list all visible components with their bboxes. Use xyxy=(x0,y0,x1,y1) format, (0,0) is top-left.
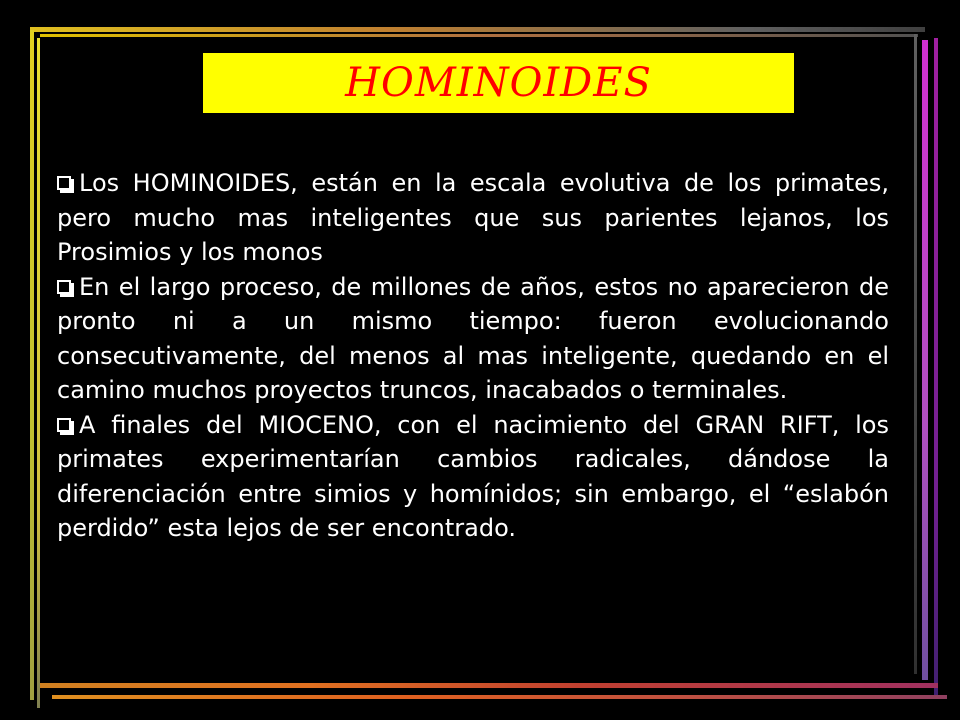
paragraph-text: A finales del MIOCENO, con el nacimiento del GRAN RIFT, los primates experimentarían cambios radicales, dándose la diferenciación entre simios y homínidos; sin embargo, el “eslabón perdido” esta lejos de ser encontrado. xyxy=(57,410,889,542)
title-banner xyxy=(203,53,794,113)
decorative-left-stripe-inner xyxy=(37,38,40,708)
slide-body xyxy=(57,166,889,546)
hollow-square-bullet-icon xyxy=(57,418,71,432)
decorative-left-stripe xyxy=(30,30,34,700)
decorative-top-stripe-inner xyxy=(40,34,918,37)
hollow-square-bullet-icon xyxy=(57,176,71,190)
decorative-right-stripe xyxy=(922,40,928,680)
decorative-bottom-stripe-outer xyxy=(52,695,947,699)
paragraph-text: Los HOMINOIDES, están en la escala evolutiva de los primates, pero mucho mas inteligentes que sus parientes lejanos, los Prosimios y los monos xyxy=(57,169,889,266)
bullet-paragraph-2 xyxy=(57,270,889,408)
bullet-paragraph-3 xyxy=(57,408,889,546)
decorative-top-stripe xyxy=(30,27,925,32)
decorative-bottom-stripe xyxy=(40,683,938,688)
bullet-paragraph-1 xyxy=(57,166,889,270)
decorative-right-stripe-dark xyxy=(914,34,917,674)
hollow-square-bullet-icon xyxy=(57,280,71,294)
decorative-right-stripe-outer xyxy=(934,38,938,698)
slide-title: HOMINOIDES xyxy=(345,60,652,106)
paragraph-text: En el largo proceso, de millones de años, estos no aparecieron de pronto ni a un mismo tiempo: fueron evolucionando consecutivamente, del menos al mas inteligente, quedando en el camino muchos proyectos truncos, inacabados o terminales. xyxy=(57,272,889,404)
